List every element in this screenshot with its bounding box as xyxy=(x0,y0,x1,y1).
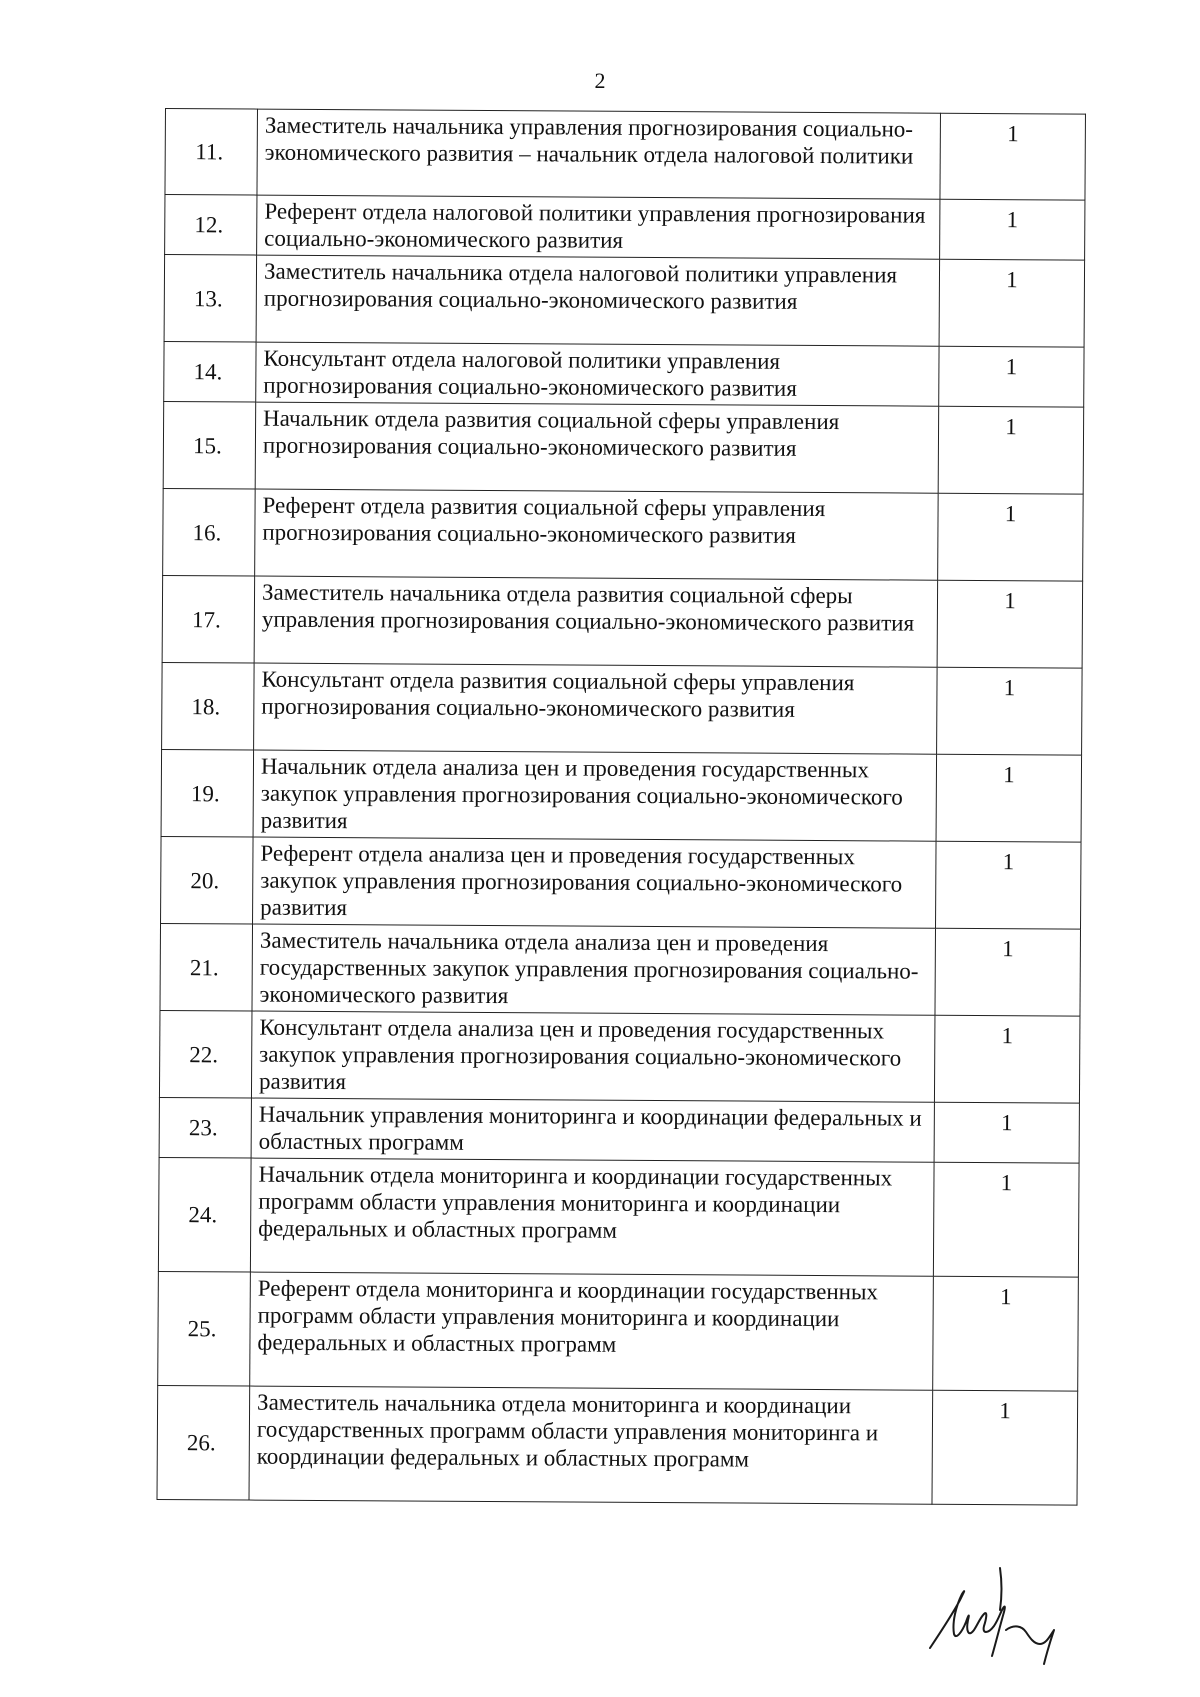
handwritten-signature xyxy=(922,1560,1072,1670)
position-count: 1 xyxy=(937,580,1083,668)
position-title: Начальник отдела анализа цен и проведения государственных закупок управления прогнозирования социально-экономического развития xyxy=(253,750,937,841)
row-number: 19. xyxy=(161,749,254,837)
page-number: 2 xyxy=(594,68,606,93)
position-title: Начальник отдела развития социальной сферы управления прогнозирования социально-экономического развития xyxy=(255,402,939,493)
table-row xyxy=(159,1010,1080,1103)
table-row xyxy=(164,341,1084,407)
position-count: 1 xyxy=(933,1162,1079,1277)
position-count: 1 xyxy=(934,1015,1080,1103)
row-number: 22. xyxy=(159,1010,252,1098)
row-number: 15. xyxy=(163,401,256,489)
table-row xyxy=(157,1385,1078,1505)
positions-table xyxy=(156,108,1085,1506)
table-row xyxy=(164,255,1085,348)
table-row xyxy=(165,109,1086,201)
position-count: 1 xyxy=(936,841,1082,929)
row-number: 24. xyxy=(158,1157,251,1272)
row-number: 16. xyxy=(163,488,256,576)
row-number: 18. xyxy=(162,662,255,750)
position-title: Консультант отдела анализа цен и проведения государственных закупок управления прогнозирования социально-экономического развития xyxy=(251,1011,935,1102)
table-row xyxy=(162,662,1083,755)
table-row xyxy=(158,1157,1079,1277)
position-title: Заместитель начальника отдела налоговой политики управления прогнозирования социально-экономического развития xyxy=(256,255,940,346)
row-number: 13. xyxy=(164,255,257,343)
position-count: 1 xyxy=(940,113,1086,200)
position-title: Начальник управления мониторинга и координации федеральных и областных программ xyxy=(251,1098,934,1162)
table-row xyxy=(161,749,1082,842)
position-count: 1 xyxy=(939,259,1085,347)
position-title: Начальник отдела мониторинга и координации государственных программ области управления мониторинга и координации федеральных и областных программ xyxy=(250,1158,934,1276)
table-row xyxy=(159,1097,1079,1163)
position-title: Референт отдела налоговой политики управления прогнозирования социально-экономического развития xyxy=(257,195,940,259)
position-title: Заместитель начальника отдела развития социальной сферы управления прогнозирования социально-экономического развития xyxy=(254,576,938,667)
row-number: 20. xyxy=(161,836,254,924)
table-row xyxy=(160,923,1081,1016)
table-row xyxy=(161,836,1082,929)
table-row xyxy=(165,195,1085,261)
row-number: 26. xyxy=(157,1385,250,1500)
position-title: Референт отдела мониторинга и координации государственных программ области управления мониторинга и координации федеральных и областных программ xyxy=(250,1272,934,1390)
table-row xyxy=(158,1271,1079,1391)
position-title: Консультант отдела налоговой политики управления прогнозирования социально-экономического развития xyxy=(256,342,939,406)
position-count: 1 xyxy=(938,406,1084,494)
row-number: 12. xyxy=(165,195,257,256)
position-title: Референт отдела развития социальной сферы управления прогнозирования социально-экономического развития xyxy=(255,489,939,580)
position-count: 1 xyxy=(932,1390,1078,1505)
table-row xyxy=(162,575,1083,668)
table-row xyxy=(163,488,1084,581)
row-number: 17. xyxy=(162,575,255,663)
table-row xyxy=(163,401,1084,494)
position-count: 1 xyxy=(933,1276,1079,1391)
row-number: 14. xyxy=(164,341,256,402)
row-number: 11. xyxy=(165,109,258,196)
position-title: Заместитель начальника отдела анализа цен и проведения государственных закупок управления прогнозирования социально-экономического развития xyxy=(252,924,936,1015)
position-title: Заместитель начальника отдела мониторинга и координации государственных программ области управления мониторинга и координации федеральных и областных программ xyxy=(249,1386,933,1504)
position-count: 1 xyxy=(939,346,1084,407)
position-count: 1 xyxy=(938,493,1084,581)
position-title: Заместитель начальника управления прогнозирования социально-экономического развития – начальник отдела налоговой политики xyxy=(257,109,941,199)
row-number: 21. xyxy=(160,923,253,1011)
position-title: Консультант отдела развития социальной сферы управления прогнозирования социально-экономического развития xyxy=(254,663,938,754)
position-count: 1 xyxy=(936,754,1082,842)
position-title: Референт отдела анализа цен и проведения государственных закупок управления прогнозирования социально-экономического развития xyxy=(253,837,937,928)
row-number: 25. xyxy=(158,1271,251,1386)
position-count: 1 xyxy=(935,928,1081,1016)
position-count: 1 xyxy=(937,667,1083,755)
row-number: 23. xyxy=(159,1097,251,1158)
position-count: 1 xyxy=(934,1102,1079,1163)
position-count: 1 xyxy=(940,199,1085,260)
